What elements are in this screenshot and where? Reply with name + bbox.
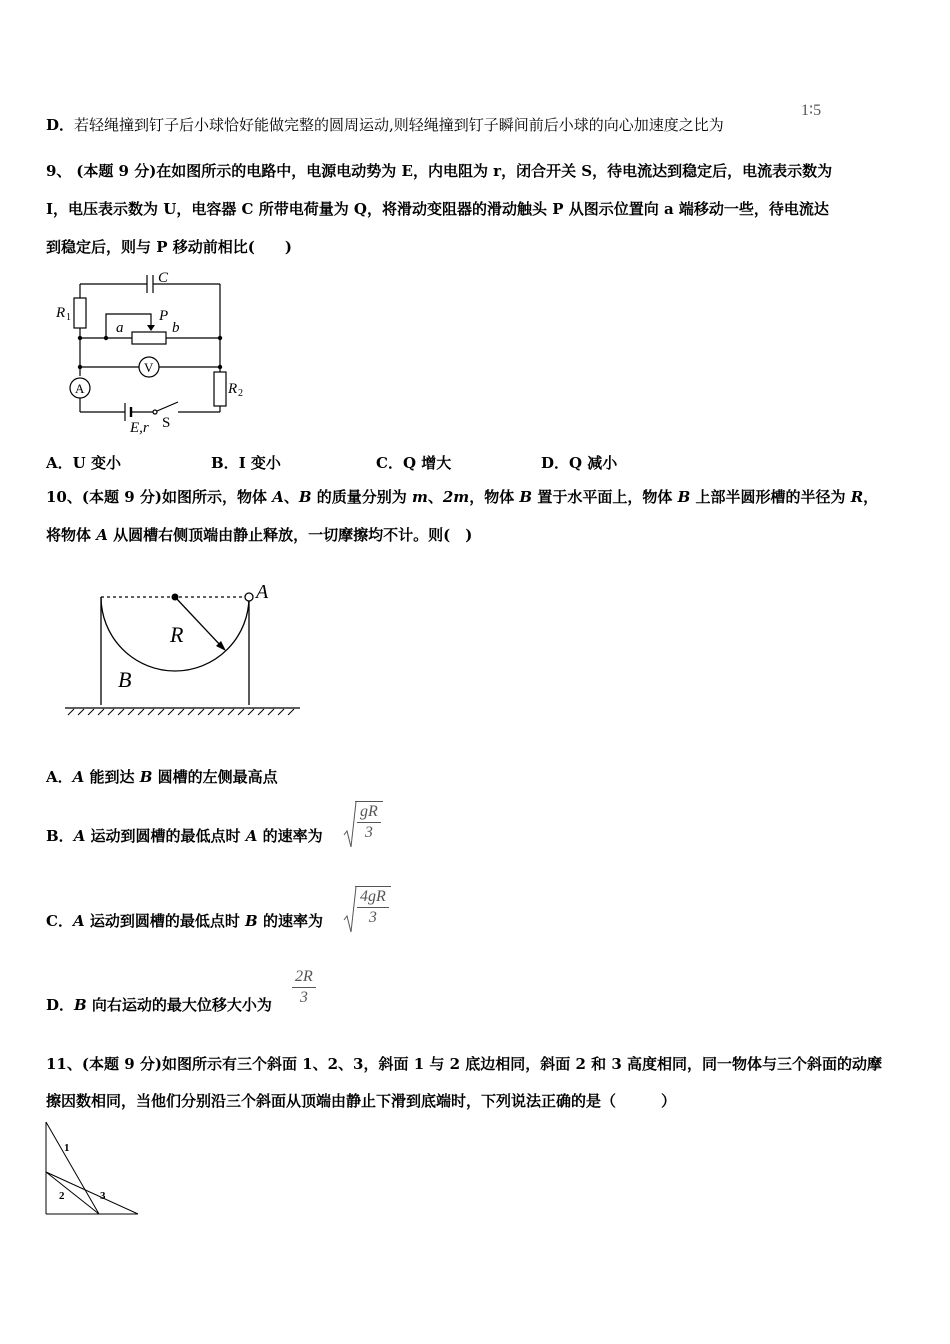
q11-slope-label-1: 1 <box>64 1142 70 1154</box>
q9-option-d <box>541 453 617 473</box>
q10-option-c-label: C． <box>46 912 73 930</box>
q8-option-d <box>46 115 724 135</box>
q10-var-a: A <box>72 912 85 930</box>
q10-sep: 、 <box>427 488 443 506</box>
q9-label-r1-sub: 1 <box>66 312 71 323</box>
q10-option-b-text2: 的速率为 <box>257 827 323 845</box>
q10-var-b: B <box>139 768 153 786</box>
q10-comma: ， <box>863 488 879 506</box>
q10-option-b-text: 运动到圆槽的最低点时 <box>85 827 246 845</box>
q10-var-2m: 2m <box>442 488 470 506</box>
q10-var-a: A <box>272 488 284 506</box>
q10-option-c-text2: 的速率为 <box>257 912 323 930</box>
q10-option-b-num: gR <box>357 802 381 823</box>
q10-var-a: A <box>245 827 258 845</box>
q9-label-c: C <box>158 270 169 286</box>
q9-text-line1: (本题 9 分)在如图所示的电路中，电源电动势为 E，内电阻为 r，闭合开关 S，待电流达到稳定后，电流表示数为 <box>76 162 833 180</box>
q9-option-b <box>211 453 281 473</box>
q8-option-d-text: 若轻绳撞到钉子后小球恰好能做完整的圆周运动,则轻绳撞到钉子瞬间前后小球的向心加速度之比为 <box>74 116 724 134</box>
q9-label-a: a <box>116 320 124 336</box>
q10-option-b <box>46 826 323 846</box>
q10-sep: 、 <box>283 488 299 506</box>
q9-label-s: S <box>162 415 171 431</box>
q10-text: 上部半圆形槽的半径为 <box>690 488 851 506</box>
q10-option-d-formula <box>292 967 316 1008</box>
q9-line3: 到稳定后，则与 P 移动前相比( ) <box>46 238 292 256</box>
q10-text: 的质量分别为 <box>311 488 412 506</box>
q10-option-c-num: 4gR <box>357 887 389 908</box>
q9-option-a <box>46 453 121 473</box>
q10-text: (本题 9 分)如图所示，物体 <box>81 488 273 506</box>
q10-fig-label-b: B <box>118 667 132 692</box>
q9-label-er: E,r <box>130 420 149 436</box>
q10-line2 <box>46 525 472 545</box>
q9-line2: I，电压表示数为 U，电容器 C 所带电荷量为 Q，将滑动变阻器的滑动触头 P 从图示位置向 a 端移动一些，待电流达 <box>46 200 829 218</box>
q8-option-d-ratio: 1∶5 <box>801 102 822 119</box>
q9-number: 9、 <box>46 162 72 180</box>
q10-option-b-label: B． <box>46 827 74 845</box>
q10-option-d-den: 3 <box>299 989 308 1006</box>
q10-text: 从圆槽右侧顶端由静止释放，一切摩擦均不计。则( ) <box>107 526 473 544</box>
q10-number: 10、 <box>46 488 82 506</box>
q9-circuit-diagram <box>50 262 260 440</box>
q11-text-line1: (本题 9 分)如图所示有三个斜面 1、2、3，斜面 1 与 2 底边相同，斜面 2 和 3 高度相同，同一物体与三个斜面的动摩 <box>81 1055 883 1073</box>
q10-var-b: B <box>298 488 312 506</box>
q9-option-b-label: B． <box>211 454 239 472</box>
q10-option-b-formula <box>343 801 383 843</box>
q9-option-a-label: A． <box>46 454 73 472</box>
q9-option-d-text: Q 减小 <box>569 454 618 472</box>
q10-option-c-den: 3 <box>368 909 377 926</box>
q10-var-b: B <box>677 488 691 506</box>
q10-trough-diagram <box>60 575 310 720</box>
q10-option-a-text2: 圆槽的左侧最高点 <box>152 768 278 786</box>
q10-text: 将物体 <box>46 526 97 544</box>
q9-label-p: P <box>159 308 169 324</box>
q9-option-d-label: D． <box>541 454 570 472</box>
q10-var-a: A <box>73 827 86 845</box>
q10-text: 置于水平面上，物体 <box>532 488 678 506</box>
q10-var-b: B <box>245 912 258 930</box>
q9-option-c-label: C． <box>376 454 403 472</box>
q10-option-c <box>46 911 323 931</box>
q10-text: ，物体 <box>469 488 520 506</box>
q9-label-r2-sub: 2 <box>238 388 243 399</box>
q10-line1 <box>46 487 878 507</box>
q9-ammeter-label: A <box>75 381 85 396</box>
q10-option-a <box>46 767 278 787</box>
q10-var-a: A <box>72 768 85 786</box>
q10-var-m: m <box>411 488 428 506</box>
q9-voltmeter-label: V <box>144 360 154 375</box>
q9-option-b-text: I 变小 <box>238 454 281 472</box>
q11-slopes-diagram <box>40 1118 150 1220</box>
q8-option-d-label: D． <box>46 116 75 134</box>
q10-var-b: B <box>519 488 533 506</box>
q11-slope-label-3: 3 <box>100 1190 106 1202</box>
sqrt-sign-icon <box>343 801 357 849</box>
q9-option-c-text: Q 增大 <box>402 454 452 472</box>
q10-fig-label-a: A <box>256 581 269 603</box>
q10-option-b-den: 3 <box>364 824 373 841</box>
q10-option-d <box>46 995 272 1015</box>
q10-option-a-text: 能到达 <box>89 768 140 786</box>
q10-option-d-num: 2R <box>292 967 316 988</box>
sqrt-sign-icon <box>343 886 357 934</box>
q11-slope-label-2: 2 <box>59 1190 65 1202</box>
q11-line1 <box>46 1054 882 1074</box>
q10-var-r: R <box>850 488 864 506</box>
q10-var-b: B <box>74 996 87 1014</box>
q9-option-c <box>376 453 451 473</box>
q10-var-a: A <box>96 526 108 544</box>
q10-option-c-formula <box>343 886 391 928</box>
q11-number: 11、 <box>46 1055 82 1073</box>
q10-option-d-text: 向右运动的最大位移大小为 <box>86 996 272 1014</box>
q9-label-r1: R <box>56 305 66 321</box>
q11-line2: 擦因数相同，当他们分别沿三个斜面从顶端由静止下滑到底端时，下列说法正确的是（ ） <box>46 1092 677 1110</box>
q9-label-r2: R <box>228 381 238 397</box>
q10-fig-label-r: R <box>170 622 184 647</box>
q10-option-a-label: A． <box>46 768 73 786</box>
q9-option-a-text: U 变小 <box>72 454 121 472</box>
q9-line1 <box>46 161 832 181</box>
q9-label-b: b <box>172 320 180 336</box>
q10-option-c-text: 运动到圆槽的最低点时 <box>84 912 246 930</box>
q10-option-d-label: D． <box>46 996 75 1014</box>
